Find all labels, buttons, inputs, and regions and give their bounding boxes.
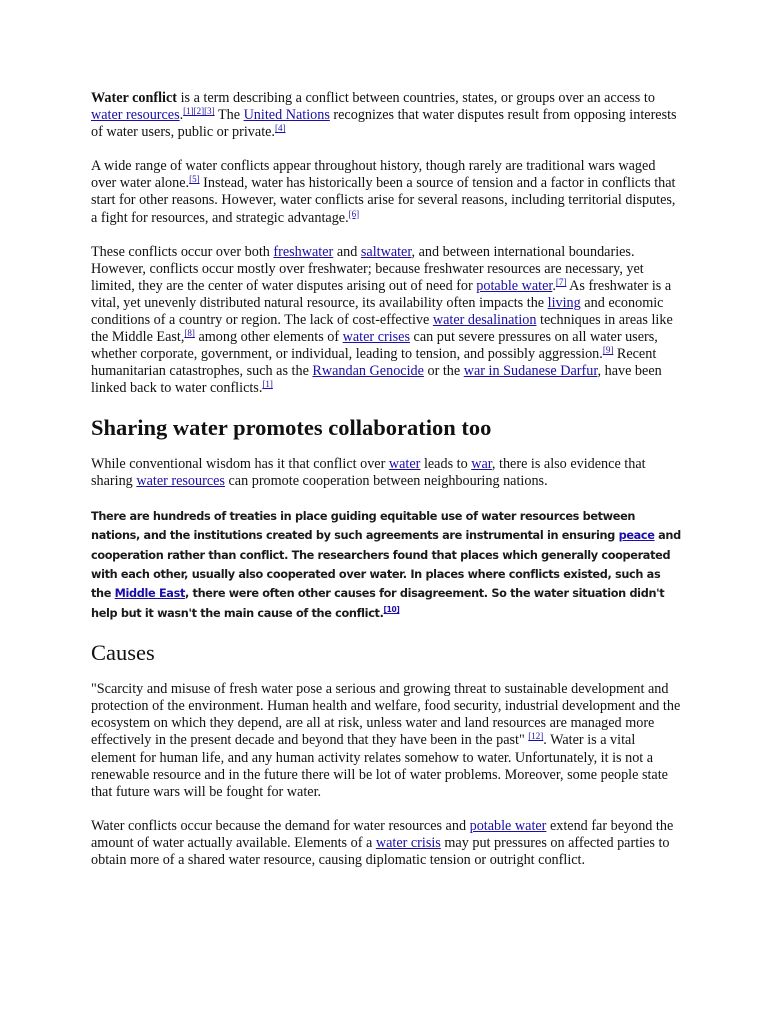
link-water-crises[interactable]: water crises: [342, 329, 410, 346]
ref-link[interactable]: [5]: [189, 174, 200, 185]
reference[interactable]: [183, 106, 214, 116]
link-peace[interactable]: peace: [618, 529, 655, 543]
text: . Water is a vital element for human life, and any human activity relates somehow to water. Unfortunately, it is not a renewable resource and in the future there will be lot of water problems. Moreover, some people state that future wars will be fought for water.: [91, 732, 668, 800]
sharing-paragraph: [91, 456, 683, 490]
link-united-nations[interactable]: United Nations: [243, 107, 330, 124]
text: "Scarcity and misuse of fresh water pose a serious and growing threat to sustainable development and protection of the environment. Human health and welfare, food security, industrial development and the ecosystem on which they depend, are all at risk, unless water and land resources are managed more effectively in the present decade and beyond that they have been in the past": [91, 681, 681, 749]
text: and cooperation rather than conflict. The researchers found that places which generally cooperated with each other, usually also cooperated over water. In places where conflicts existed, such as the: [91, 529, 681, 601]
lead-term: Water conflict: [91, 90, 178, 106]
text: While conventional wisdom has it that conflict over: [91, 455, 389, 472]
text: Water conflicts occur because the demand for water resources and: [91, 817, 470, 834]
link-middle-east[interactable]: Middle East: [114, 587, 186, 601]
reference[interactable]: [275, 123, 286, 133]
reference[interactable]: [603, 345, 614, 355]
reference[interactable]: [556, 277, 567, 287]
text: , and between international boundaries. However, conflicts occur mostly over freshwater; because freshwater resources are necessary, yet limited, they are the center of water disputes arising out of need for: [91, 243, 644, 294]
text: There are hundreds of treaties in place guiding equitable use of water resources between nations, and the institutions created by such agreements are instrumental in ensuring: [91, 509, 636, 543]
ref-link[interactable]: [8]: [184, 328, 195, 339]
intro-paragraph: Water conflict is a term describing a conflict between countries, states, or groups over an access to water resources.[1][2][3] The United Nations recognizes that water disputes result from opposing interests of water users, public or private.[4]: [91, 90, 677, 141]
link-freshwater[interactable]: freshwater: [273, 243, 334, 260]
reference[interactable]: [528, 731, 543, 741]
ref-link[interactable]: [1][2][3]: [183, 106, 215, 117]
ref-link[interactable]: [9]: [602, 345, 614, 356]
section-heading-causes: Causes: [91, 640, 155, 666]
reference[interactable]: [189, 174, 200, 184]
link-rwandan-genocide[interactable]: Rwandan Genocide: [312, 363, 424, 380]
article-body: [91, 90, 683, 869]
reference[interactable]: [349, 209, 360, 219]
link-water-crisis[interactable]: water crisis: [375, 834, 441, 851]
link-living[interactable]: living: [547, 294, 581, 311]
ref-link[interactable]: [10]: [383, 604, 400, 614]
text: Instead, water has historically been a source of tension and a factor in conflicts that start for other reasons. However, water conflicts arise for several reasons, including territorial disputes, a fight for resources, and strategic advantage.: [91, 175, 676, 226]
treaties-paragraph: [91, 507, 683, 623]
text: and: [333, 243, 361, 260]
link-water[interactable]: water: [388, 455, 421, 472]
link-potable-water[interactable]: potable water: [476, 277, 553, 294]
ref-link[interactable]: [12]: [528, 731, 544, 742]
text: recognizes that water disputes result from opposing interests of water users, public or private.: [91, 107, 677, 141]
text: or the: [423, 363, 464, 380]
text: can put severe pressures on all water users, whether corporate, government, or individual, leading to tension, and possibly aggression.: [91, 329, 658, 363]
reference[interactable]: [262, 379, 273, 389]
text: , have been linked back to water conflicts.: [91, 363, 662, 397]
text: is a term describing a conflict between countries, states, or groups over an access to: [177, 90, 655, 106]
text: leads to: [420, 455, 472, 472]
section-heading-sharing: Sharing water promotes collaboration too: [91, 414, 492, 440]
history-paragraph: [91, 158, 683, 226]
link-water-resources[interactable]: water resources: [136, 472, 225, 489]
link-war-in-sudanese-darfur[interactable]: war in Sudanese Darfur: [463, 363, 598, 380]
demand-paragraph: [91, 818, 683, 869]
text: extend far beyond the amount of water actually available. Elements of a: [91, 817, 674, 851]
text: These conflicts occur over both: [91, 243, 274, 260]
text: among other elements of: [194, 329, 343, 346]
causes-paragraph: [91, 681, 683, 801]
link-water-desalination[interactable]: water desalination: [432, 312, 537, 329]
text: A wide range of water conflicts appear throughout history, though rarely are traditional wars waged over water alone.: [91, 158, 656, 192]
text: and economic conditions of a country or region. The lack of cost-effective: [91, 294, 664, 329]
text: may put pressures on affected parties to obtain more of a shared water resource, causing diplomatic tension or outright conflict.: [91, 834, 670, 868]
link-war[interactable]: war: [471, 455, 492, 472]
text: , there were often other causes for disagreement. So the water situation didn't help but it wasn't the main cause of the conflict.: [91, 587, 665, 620]
text: Recent humanitarian catastrophes, such as the: [91, 346, 657, 380]
text: As freshwater is a vital, yet unevenly distributed natural resource, its availability often impacts the: [91, 277, 672, 311]
ref-link[interactable]: [7]: [555, 276, 567, 287]
text: , there is also evidence that sharing: [91, 455, 646, 489]
ref-link[interactable]: [1]: [262, 379, 273, 390]
link-water-resources[interactable]: water resources: [91, 107, 180, 124]
ref-link[interactable]: [6]: [348, 208, 360, 219]
text: techniques in areas like the Middle East,: [91, 312, 673, 346]
link-saltwater[interactable]: saltwater: [360, 243, 412, 260]
reference[interactable]: [384, 605, 400, 614]
ref-link[interactable]: [4]: [274, 123, 286, 134]
text: The: [214, 107, 244, 124]
link-potable-water[interactable]: potable water: [469, 817, 547, 834]
reference[interactable]: [184, 328, 195, 338]
boundaries-paragraph: These conflicts occur over both freshwater and saltwater, and between international boundaries. However, conflicts occur mostly over freshwater; because freshwater resources are necessary, yet limited, they are the center of water disputes arising out of need for potable water.[7] As freshwater is a vital, yet unevenly distributed natural resource, its availability often impacts the living and economic conditions of a country or region. The lack of cost-effective water desalination techniques in areas like the Middle East,[8] among other elements of water crises can put severe pressures on all water users, whether corporate, government, or individual, leading to tension, and possibly aggression.[9] Recent humanitarian catastrophes, such as the Rwandan Genocide or the war in Sudanese Darfur, have been linked back to water conflicts.[1]: [91, 243, 673, 397]
text: can promote cooperation between neighbouring nations.: [224, 472, 548, 489]
